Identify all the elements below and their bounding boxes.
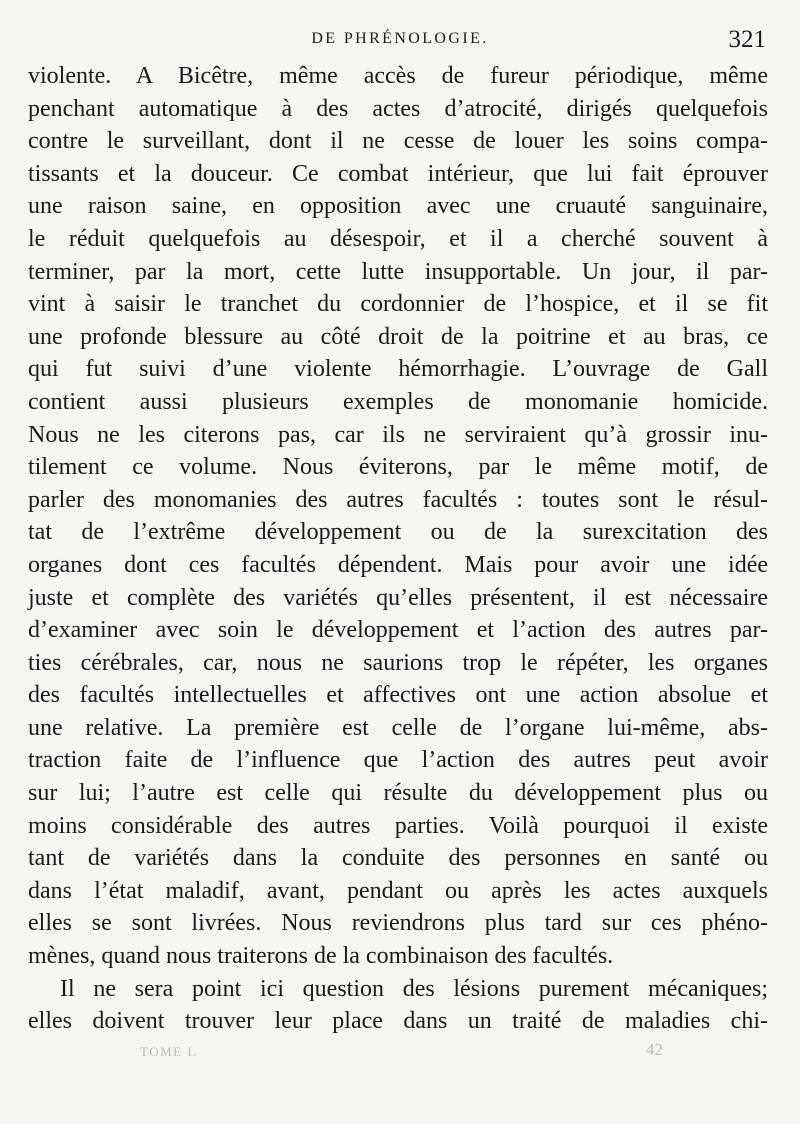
text-line: d’examiner avec soin le développement et l’action des autres par- [28,617,768,644]
page-number: 321 [728,26,766,53]
text-line: contre le surveillant, dont il ne cesse de louer les soins compa- [28,128,768,155]
text-line: ties cérébrales, car, nous ne saurions trop le répéter, les organes [28,649,768,676]
text-line: parler des monomanies des autres facultés : toutes sont le résul- [28,486,768,513]
text-line: des facultés intellectuelles et affectives ont une action absolue et [28,682,768,709]
text-line: tant de variétés dans la conduite des personnes en santé ou [28,845,768,872]
text-line: Nous ne les citerons pas, car ils ne serviraient qu’à grossir inu- [28,421,768,448]
text-line: moins considérable des autres parties. Voilà pourquoi il existe [28,812,768,839]
text-line: violente. A Bicêtre, même accès de fureur périodique, même [28,63,768,89]
text-line: penchant automatique à des actes d’atrocité, dirigés quelquefois [28,95,768,122]
signature-mark: TOME I. [140,1044,198,1059]
text-line: tat de l’extrême développement ou de la surexcitation des [28,519,768,546]
text-line: tissants et la douceur. Ce combat intérieur, que lui fait éprouver [28,160,768,187]
text-line: qui fut suivi d’une violente hémorrhagie. L’ouvrage de Gall [28,356,768,383]
text-line: une profonde blessure au côté droit de la poitrine et au bras, ce [28,323,768,350]
text-line: dans l’état maladif, avant, pendant ou après les actes auxquels [28,877,768,904]
text-line: une raison saine, en opposition avec une cruauté sanguinaire, [28,193,768,220]
text-line: le réduit quelquefois au désespoir, et il a cherché souvent à [28,225,768,252]
text-line: juste et complète des variétés qu’elles présentent, il est nécessaire [28,584,768,611]
text-line: sur lui; l’autre est celle qui résulte du développement plus ou [28,780,768,807]
running-head [0,26,800,56]
page-footer [0,1040,800,1064]
paragraph-first-line: Il ne sera point ici question des lésions purement mécaniques; [60,975,768,1002]
text-line: organes dont ces facultés dépendent. Mais pour avoir une idée [28,551,768,578]
text-line: terminer, par la mort, cette lutte insupportable. Un jour, il par- [28,258,768,285]
text-line: tilement ce volume. Nous éviterons, par le même motif, de [28,454,768,481]
text-line: contient aussi plusieurs exemples de monomanie homicide. [28,388,768,415]
running-title: DE PHRÉNOLOGIE. [311,30,489,47]
text-line: une relative. La première est celle de l’organe lui-même, abs- [28,714,768,741]
text-line: elles doivent trouver leur place dans un traité de maladies chi- [28,1008,768,1035]
text-line: elles se sont livrées. Nous reviendrons plus tard sur ces phéno- [28,910,768,937]
body-text [28,60,768,1038]
text-line: mènes, quand nous traiterons de la combinaison des facultés. [28,943,614,970]
text-line: vint à saisir le tranchet du cordonnier de l’hospice, et il se fit [28,291,768,318]
sheet-number: 42 [646,1040,663,1059]
text-line: traction faite de l’influence que l’action des autres peut avoir [28,747,768,774]
